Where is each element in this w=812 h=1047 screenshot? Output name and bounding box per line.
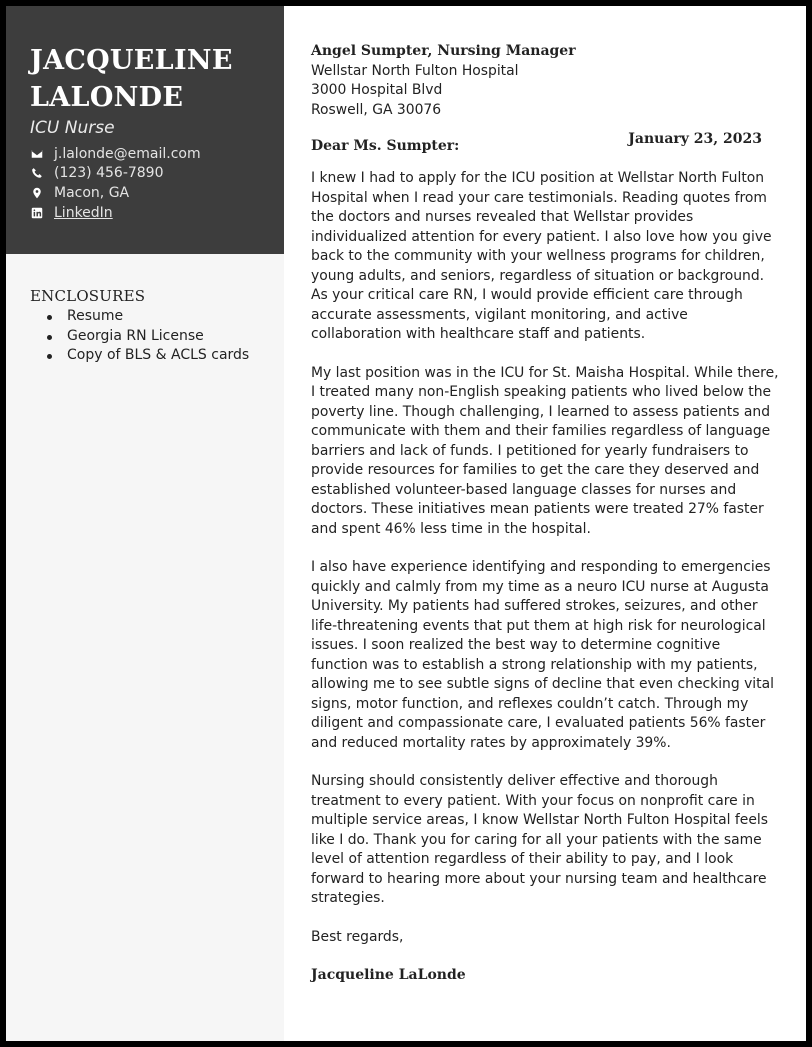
salutation: Dear Ms. Sumpter: <box>311 138 460 154</box>
closing: Best regards, <box>311 928 404 945</box>
map-pin-icon <box>30 186 44 200</box>
location-text: Macon, GA <box>54 184 130 201</box>
body-paragraph: I also have experience identifying and responding to emergencies quickly and calmly from my time as a neuro ICU nurse at Augusta University. My patients had suffered strokes, seizures, and other life-threatening events that put them at high risk for neurological issues. I soon realized the best way to determine cognitive function was to establish a strong relationship with my patients, allowing me to see subtle signs of decline that even checking vital signs, motor function, and reflexes couldn’t catch. Through my diligent and compassionate care, I evaluated patients 56% faster and reduced mortality rates by approximately 39%. <box>311 559 774 751</box>
job-title: ICU Nurse <box>30 118 115 138</box>
recipient-address-2: Roswell, GA 30076 <box>311 101 442 118</box>
enclosure-item: Georgia RN License <box>30 327 249 347</box>
name-line-2: LALONDE <box>30 82 184 113</box>
recipient-address-1: 3000 Hospital Blvd <box>311 82 443 98</box>
recipient-organization: Wellstar North Fulton Hospital <box>311 62 519 79</box>
name-line-1: JACQUELINE <box>30 45 233 76</box>
recipient-name: Angel Sumpter, Nursing Manager <box>311 43 576 59</box>
body-paragraph: Nursing should consistently deliver effective and thorough treatment to every patient. With your focus on nonprofit care in multiple service areas, I know Wellstar North Fulton Hospital feels like I do. Thank you for caring for all your patients with the same level of attention regardless of their ability to pay, and I look forward to hearing more about your nursing team and healthcare strategies. <box>311 773 768 906</box>
applicant-name <box>30 42 280 116</box>
envelope-icon <box>30 147 44 161</box>
letter-body <box>311 42 781 986</box>
cover-letter-page <box>6 6 806 1041</box>
linkedin-link[interactable]: LinkedIn <box>54 204 113 221</box>
header-box <box>6 6 284 254</box>
enclosures-list <box>30 307 249 366</box>
phone-text[interactable]: (123) 456-7890 <box>54 165 164 182</box>
phone-icon <box>30 166 44 180</box>
email-text[interactable]: j.lalonde@email.com <box>54 145 201 162</box>
sidebar <box>6 6 284 1041</box>
contact-linkedin <box>30 203 201 223</box>
enclosure-item: Copy of BLS & ACLS cards <box>30 346 249 366</box>
contact-email <box>30 144 201 164</box>
contact-phone <box>30 164 201 184</box>
contact-list <box>30 144 201 222</box>
enclosure-item: Resume <box>30 307 249 327</box>
contact-location <box>30 183 201 203</box>
enclosures-heading: ENCLOSURES <box>30 287 146 305</box>
linkedin-icon <box>30 206 44 220</box>
letter-date: January 23, 2023 <box>628 131 762 147</box>
body-paragraph: My last position was in the ICU for St. Maisha Hospital. While there, I treated many non-English speaking patients who lived below the poverty line. Though challenging, I learned to assess patients and communicate with them and their families regardless of language barriers and lack of funds. I petitioned for yearly fundraisers to provide resources for families to get the care they deserved and established volunteer-based language classes for nurses and doctors. These initiatives mean patients were treated 27% faster and spent 46% less time in the hospital. <box>311 364 779 537</box>
salutation-row <box>311 131 781 155</box>
body-paragraph: I knew I had to apply for the ICU position at Wellstar North Fulton Hospital when I read your care testimonials. Reading quotes from the doctors and nurses revealed that Wellstar provides individualized attention for every patient. I also love how you give back to the community with your wellness programs for children, young adults, and seniors, regardless of situation or background. As your critical care RN, I would provide efficient care through accurate assessments, vigilant monitoring, and active collaboration with healthcare staff and patients. <box>311 170 772 342</box>
signature: Jacqueline LaLonde <box>311 967 466 983</box>
